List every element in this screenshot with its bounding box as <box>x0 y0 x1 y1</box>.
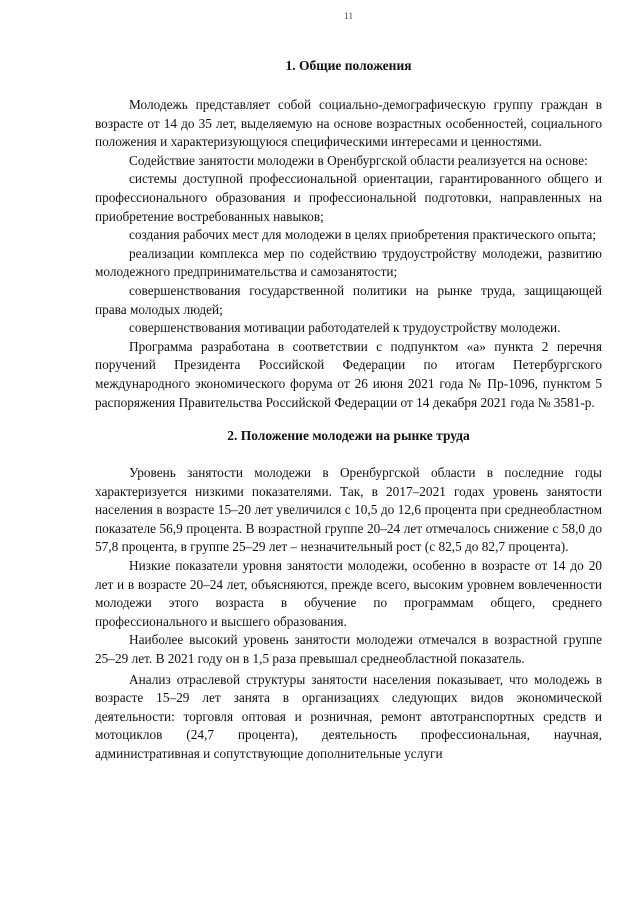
page-number: 11 <box>343 12 354 22</box>
section-title-labor-market: 2. Положение молодежи на рынке труда <box>227 428 470 444</box>
paragraph: Низкие показатели уровня занятости молодежи, особенно в возрасте от 14 до 20 лет и в возрасте 20–24 лет, объясняются, прежде всего, высоким уровнем вовлеченности молодежи этого возраста в обучение по программам общего, среднего профессионального и высшего образования. <box>95 558 602 629</box>
section-general-body <box>95 96 602 412</box>
section-title-general: 1. Общие положения <box>285 58 412 73</box>
paragraph: Уровень занятости молодежи в Оренбургской области в последние годы характеризуется низкими показателями. Так, в 2017–2021 годах уровень занятости населения в возрасте 15–20 лет увеличился с 10,5 до 12,6 процента при среднеобластном показателе 56,9 процента. В возрастной группе 20–24 лет отмечалось снижение с 58,0 до 57,8 процента, в группе 25–29 лет – незначительный рост (с 82,5 до 82,7 процента). <box>95 465 602 555</box>
paragraph: создания рабочих мест для молодежи в целях приобретения практического опыта; <box>129 227 596 243</box>
paragraph: Анализ отраслевой структуры занятости населения показывает, что молодежь в возрасте 15–29 лет занята в организациях следующих видов экономической деятельности: торговля оптовая и розничная, ремонт автотранспортных средств и мотоциклов (24,7 процента), деятельность профессиональная, научная, административная и сопутствующие дополнительные услуги <box>95 671 602 761</box>
paragraph: реализации комплекса мер по содействию трудоустройству молодежи, развитию молодежного предпринимательства и самозанятости; <box>95 245 602 280</box>
section-labor-market-body <box>95 464 602 764</box>
paragraph: системы доступной профессиональной ориентации, гарантированного общего и профессионального образования и профессиональной подготовки, направленных на приобретение востребованных навыков; <box>95 171 602 224</box>
paragraph: Наиболее высокий уровень занятости молодежи отмечался в возрастной группе 25–29 лет. В 2021 году он в 1,5 раза превышал среднеобластной показатель. <box>95 632 602 667</box>
paragraph: Программа разработана в соответствии с подпунктом «а» пункта 2 перечня поручений Президента Российской Федерации по итогам Петербургского международного экономического форума от 26 июня 2021 года № Пр-1096, пунктом 5 распоряжения Правительства Российской Федерации от 14 декабря 2021 года № 3581-р. <box>95 338 602 410</box>
paragraph: совершенствования государственной политики на рынке труда, защищающей права молодых людей; <box>95 282 602 317</box>
paragraph: Содействие занятости молодежи в Оренбургской области реализуется на основе: <box>129 152 588 168</box>
paragraph: совершенствования мотивации работодателей к трудоустройству молодежи. <box>129 320 561 336</box>
paragraph: Молодежь представляет собой социально-демографическую группу граждан в возрасте от 14 до 35 лет, выделяемую на основе возрастных особенностей, социального положения и характеризующуюся специфическими интересами и ценностями. <box>95 97 602 150</box>
